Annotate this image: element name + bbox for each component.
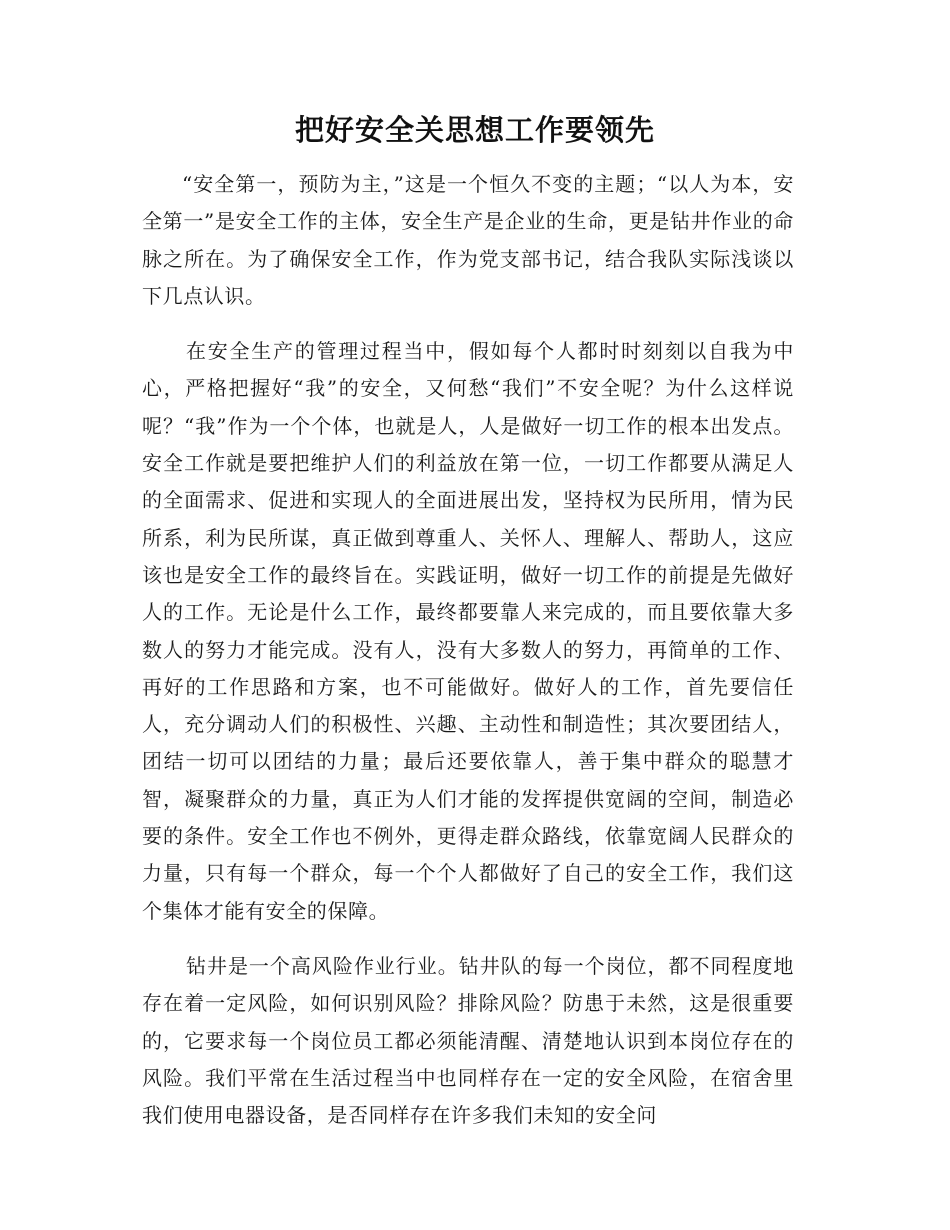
paragraph-2: 在安全生产的管理过程当中，假如每个人都时时刻刻以自我为中心，严格把握好“我”的安全，又何愁“我们”不安全呢？为什么这样说呢？“我”作为一个个体，也就是人，人是做好一切工作的根本出发点。安全工作就是要把维护人们的利益放在第一位，一切工作都要从满足人的全面需求、促进和实现人的全面进展出发，坚持权为民所用，情为民所系，利为民所谋，真正做到尊重人、关怀人、理解人、帮助人，这应该也是安全工作的最终旨在。实践证明，做好一切工作的前提是先做好人的工作。无论是什么工作，最终都要靠人来完成的，而且要依靠大多数人的努力才能完成。没有人，没有大多数人的努力，再简单的工作、再好的工作思路和方案，也不可能做好。做好人的工作，首先要信任人，充分调动人们的积极性、兴趣、主动性和制造性；其次要团结人，团结一切可以团结的力量；最后还要依靠人，善于集中群众的聪慧才智，凝聚群众的力量，真正为人们才能的发挥提供宽阔的空间，制造必要的条件。安全工作也不例外，更得走群众路线，依靠宽阔人民群众的力量，只有每一个群众，每一个个人都做好了自己的安全工作，我们这个集体才能有安全的保障。 xyxy=(142,339,794,923)
paragraph-1: “安全第一，预防为主，”这是一个恒久不变的主题；“以人为本，安全第一”是安全工作的主体，安全生产是企业的生命，更是钻井作业的命脉之所在。为了确保安全工作，作为党支部书记，结合我队实际浅谈以下几点认识。 xyxy=(142,172,794,308)
document-title: 把好安全关思想工作要领先 xyxy=(294,113,655,147)
document-body xyxy=(142,166,794,1152)
paragraph-3: 钻井是一个高风险作业行业。钻井队的每一个岗位，都不同程度地存在着一定风险，如何识别风险？排除风险？防患于未然，这是很重要的，它要求每一个岗位员工都必须能清醒、清楚地认识到本岗位存在的风险。我们平常在生活过程当中也同样存在一定的安全风险，在宿舍里我们使用电器设备，是否同样存在许多我们未知的安全问 xyxy=(142,953,794,1128)
